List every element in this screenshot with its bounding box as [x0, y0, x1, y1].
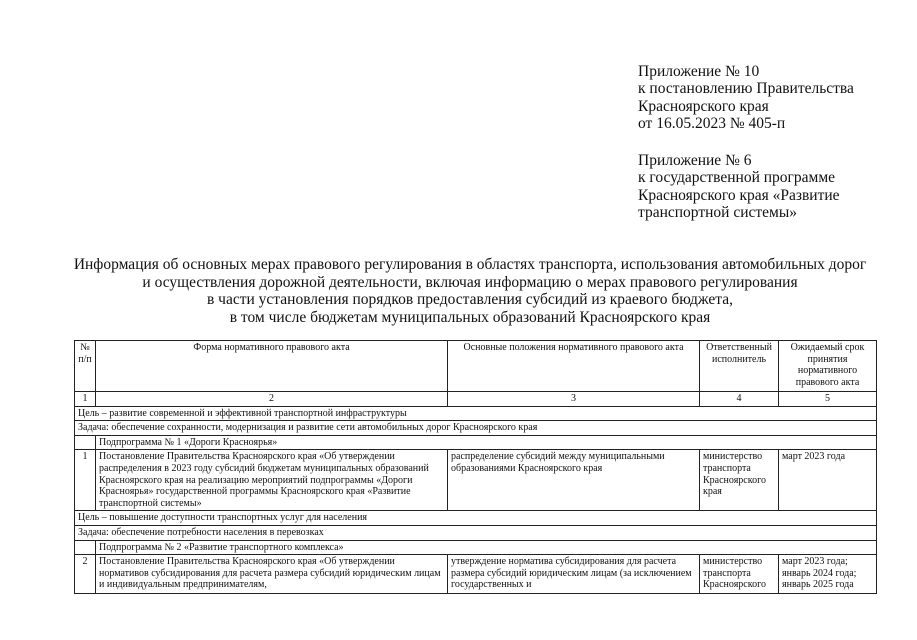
appendix-6-line: к государственной программе: [638, 169, 836, 187]
deadline-line: январь 2025 года: [782, 579, 854, 591]
title-line: в том числе бюджетам муниципальных образований Красноярского края: [229, 308, 711, 326]
deadline-line: январь 2024 года;: [782, 567, 857, 579]
subprogram-cell: Подпрограмма № 2 «Развитие транспортного комплекса»: [96, 540, 877, 555]
column-number: 3: [448, 392, 700, 407]
header-act-form: Форма нормативного правового акта: [96, 341, 448, 392]
task-row: [75, 525, 877, 540]
regulation-table: [74, 340, 877, 594]
column-number: 1: [75, 392, 96, 407]
table-header-row: [75, 341, 877, 392]
provisions-cell: утверждение норматива субсидирования для расчета размера субсидий юридическим лицам (за исключением государственных и: [448, 555, 700, 594]
executor-cell: министерство транспорта Красноярского края: [700, 450, 779, 511]
header-deadline: Ожидаемый срок принятия нормативного правового акта: [779, 341, 877, 392]
title-line: и осуществления дорожной деятельности, включая информацию о мерах правового регулирования: [142, 273, 798, 291]
appendix-6-line: Красноярского края «Развитие: [638, 186, 840, 204]
empty-cell: [75, 435, 96, 450]
table-row: [75, 450, 877, 511]
header-number: № п/п: [75, 341, 96, 392]
appendix-6-line: Приложение № 6: [638, 152, 752, 169]
appendix-6-line: транспортной системы»: [638, 204, 798, 222]
title-line: в части установления порядков предоставления субсидий из краевого бюджета,: [206, 291, 733, 309]
goal-cell: Цель – повышение доступности транспортных услуг для населения: [75, 511, 877, 526]
executor-cell: министерство транспорта Красноярского: [700, 555, 779, 594]
row-number: 2: [75, 555, 96, 594]
appendix-10-line: Красноярского края: [638, 97, 769, 115]
document-title: [60, 256, 880, 326]
task-row: [75, 421, 877, 436]
deadline-cell: март 2023 года: [779, 450, 877, 511]
column-number: 2: [96, 392, 448, 407]
goal-row: [75, 406, 877, 421]
subprogram-row: [75, 540, 877, 555]
column-number: 4: [700, 392, 779, 407]
task-cell: Задача: обеспечение потребности населения в перевозках: [75, 525, 877, 540]
appendix-6-block: [638, 152, 840, 222]
appendix-10-line: к постановлению Правительства: [638, 80, 854, 98]
row-number: 1: [75, 450, 96, 511]
act-form-cell: Постановление Правительства Красноярского края «Об утверждении распределения в 2023 году субсидий бюджетам муниципальных образований Красноярского края на реализацию мероприятий подпрограммы «Дороги Красноярья» государственной программы Красноярского края «Развитие транспортной системы»: [96, 450, 448, 511]
subprogram-cell: Подпрограмма № 1 «Дороги Красноярья»: [96, 435, 877, 450]
appendix-10-block: [638, 63, 854, 133]
act-form-cell: Постановление Правительства Красноярского края «Об утверждении нормативов субсидирования для расчета размера субсидий юридическим лицам и индивидуальным предпринимателям,: [96, 555, 448, 594]
deadline-line: март 2023 года;: [782, 556, 848, 568]
appendix-10-line: от 16.05.2023 № 405-п: [638, 115, 786, 133]
deadline-cell: [779, 555, 877, 594]
title-line: Информация об основных мерах правового регулирования в областях транспорта, использования автомобильных дорог: [73, 256, 867, 273]
goal-cell: Цель – развитие современной и эффективной транспортной инфраструктуры: [75, 406, 877, 421]
header-executor: Ответственный исполнитель: [700, 341, 779, 392]
goal-row: [75, 511, 877, 526]
table-row: [75, 555, 877, 594]
empty-cell: [75, 540, 96, 555]
task-cell: Задача: обеспечение сохранности, модернизация и развитие сети автомобильных дорог Красноярского края: [75, 421, 877, 436]
column-number: 5: [779, 392, 877, 407]
header-provisions: Основные положения нормативного правового акта: [448, 341, 700, 392]
subprogram-row: [75, 435, 877, 450]
column-number-row: [75, 392, 877, 407]
provisions-cell: распределение субсидий между муниципальными образованиями Красноярского края: [448, 450, 700, 511]
appendix-10-line: Приложение № 10: [638, 63, 760, 80]
